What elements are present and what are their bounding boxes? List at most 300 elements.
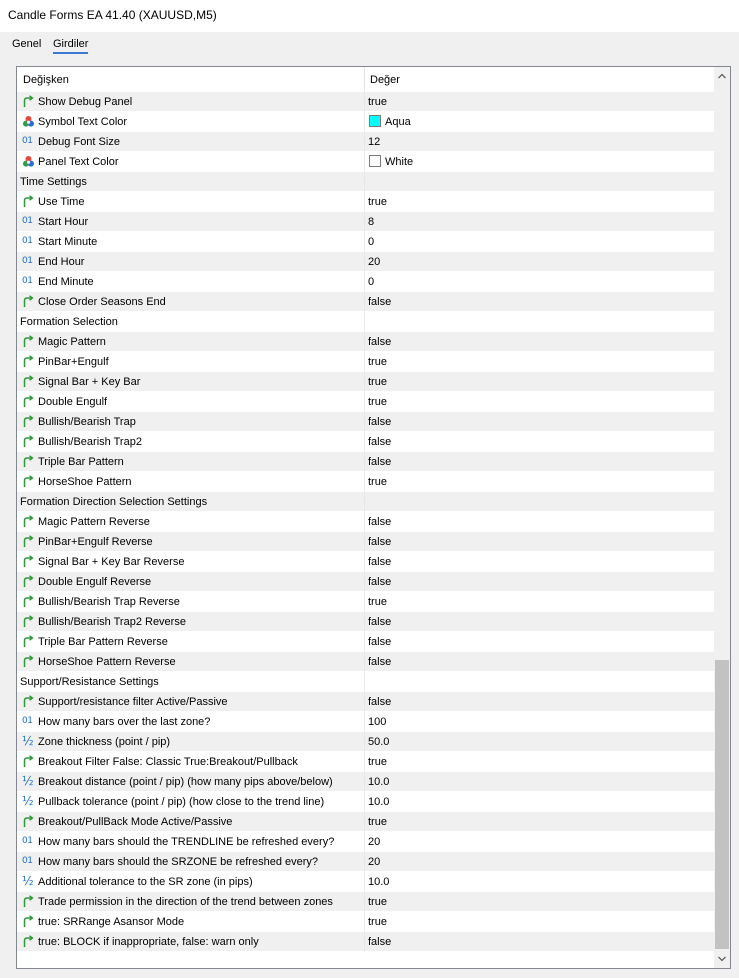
bool-arrow-icon [22, 635, 35, 648]
fraction-icon: ½ [22, 734, 34, 748]
variable-value: false [368, 936, 392, 948]
variable-name: Bullish/Bearish Trap [38, 416, 136, 428]
bool-arrow-icon [22, 475, 35, 488]
variable-cell[interactable] [17, 752, 364, 771]
cell-divider [364, 712, 365, 732]
variable-value: 10.0 [368, 876, 390, 888]
variable-cell[interactable] [17, 92, 364, 111]
cell-divider [364, 272, 365, 292]
value-cell[interactable] [368, 792, 708, 811]
cell-divider [364, 212, 365, 232]
variable-name: Trade permission in the direction of the trend between zones [38, 896, 333, 908]
variable-value: false [368, 696, 392, 708]
section-header-row[interactable] [17, 492, 714, 512]
value-cell[interactable] [368, 372, 708, 391]
cell-divider [364, 552, 365, 572]
variable-cell[interactable] [17, 492, 364, 511]
table-row[interactable] [17, 212, 714, 232]
table-row[interactable] [17, 652, 714, 672]
variable-value: White [385, 156, 414, 168]
table-row[interactable] [17, 872, 714, 892]
variable-cell[interactable] [17, 272, 364, 291]
table-row[interactable] [17, 692, 714, 712]
variable-cell[interactable] [17, 912, 364, 931]
table-row[interactable] [17, 912, 714, 932]
section-header-row[interactable] [17, 172, 714, 192]
value-cell[interactable] [368, 252, 708, 271]
variable-cell[interactable] [17, 832, 364, 851]
variable-value: false [368, 436, 392, 448]
bool-arrow-icon [22, 655, 35, 668]
bool-arrow-icon [22, 695, 35, 708]
table-row[interactable] [17, 792, 714, 812]
bool-arrow-icon [22, 615, 35, 628]
variable-value: 10.0 [368, 796, 390, 808]
variable-name: Support/resistance filter Active/Passive [38, 696, 228, 708]
column-header-value[interactable]: Değer [370, 74, 400, 86]
variable-name: Magic Pattern [38, 336, 106, 348]
table-row[interactable] [17, 532, 714, 552]
variable-name: PinBar+Engulf Reverse [38, 536, 153, 548]
variable-name: Pullback tolerance (point / pip) (how close to the trend line) [38, 796, 325, 808]
variable-value: 100 [368, 716, 387, 728]
variable-cell[interactable] [17, 852, 364, 871]
variable-name: Bullish/Bearish Trap2 Reverse [38, 616, 186, 628]
table-row[interactable] [17, 832, 714, 852]
tab-girdiler[interactable]: Girdiler [53, 38, 89, 50]
section-label: Formation Direction Selection Settings [20, 496, 208, 508]
cell-divider [364, 832, 365, 852]
cell-divider [364, 812, 365, 832]
cell-divider [364, 572, 365, 592]
section-label: Support/Resistance Settings [20, 676, 159, 688]
variable-value: 12 [368, 136, 381, 148]
variable-value: true [368, 816, 387, 828]
cell-divider [364, 152, 365, 172]
cell-divider [364, 672, 365, 692]
scroll-down-button[interactable] [714, 951, 730, 968]
variable-name: Double Engulf [38, 396, 108, 408]
variable-cell[interactable] [17, 332, 364, 351]
table-row[interactable] [17, 92, 714, 112]
variable-value: false [368, 416, 392, 428]
variable-value: 0 [368, 276, 375, 288]
variable-name: Signal Bar + Key Bar Reverse [38, 556, 185, 568]
cell-divider [364, 692, 365, 712]
value-cell [368, 312, 708, 331]
cell-divider [364, 172, 365, 192]
variable-name: Magic Pattern Reverse [38, 516, 150, 528]
variable-cell[interactable] [17, 672, 364, 691]
table-row[interactable] [17, 112, 714, 132]
value-cell[interactable] [368, 212, 708, 231]
variable-name: HorseShoe Pattern Reverse [38, 656, 176, 668]
variable-value: false [368, 336, 392, 348]
value-cell[interactable] [368, 572, 708, 591]
value-cell[interactable] [368, 412, 708, 431]
variable-cell[interactable] [17, 292, 364, 311]
bool-arrow-icon [22, 295, 35, 308]
fraction-icon: ½ [22, 774, 34, 788]
variable-name: Panel Text Color [38, 156, 119, 168]
variable-cell[interactable] [17, 572, 364, 591]
variable-value: false [368, 616, 392, 628]
variable-cell[interactable] [17, 212, 364, 231]
variable-value: true [368, 96, 387, 108]
bool-arrow-icon [22, 895, 35, 908]
cell-divider [364, 932, 365, 952]
variable-name: How many bars should the TRENDLINE be refreshed every? [38, 836, 335, 848]
value-cell[interactable] [368, 632, 708, 651]
variable-cell[interactable] [17, 172, 364, 191]
variable-name: Start Hour [38, 216, 89, 228]
value-cell[interactable] [368, 812, 708, 831]
variable-value: 20 [368, 256, 381, 268]
variable-name: How many bars should the SRZONE be refreshed every? [38, 856, 319, 868]
cell-divider [364, 752, 365, 772]
value-cell[interactable] [368, 152, 708, 171]
variable-value: Aqua [385, 116, 411, 128]
variable-value: 8 [368, 216, 375, 228]
bool-arrow-icon [22, 515, 35, 528]
variable-cell[interactable] [17, 312, 364, 331]
variable-cell[interactable] [17, 792, 364, 811]
table-row[interactable] [17, 892, 714, 912]
cell-divider [364, 192, 365, 212]
variable-cell[interactable] [17, 552, 364, 571]
scrollbar-thumb[interactable] [715, 660, 729, 949]
variable-name: Signal Bar + Key Bar [38, 376, 141, 388]
integer-icon: 01 [22, 216, 33, 226]
cell-divider [364, 732, 365, 752]
value-cell[interactable] [368, 832, 708, 851]
variable-name: Triple Bar Pattern Reverse [38, 636, 168, 648]
cell-divider [364, 92, 365, 112]
variable-cell[interactable] [17, 592, 364, 611]
value-cell[interactable] [368, 912, 708, 931]
table-row[interactable] [17, 592, 714, 612]
table-row[interactable] [17, 472, 714, 492]
variable-cell[interactable] [17, 192, 364, 211]
table-row[interactable] [17, 272, 714, 292]
palette-icon [22, 155, 35, 168]
fraction-icon: ½ [22, 794, 34, 808]
table-row[interactable] [17, 372, 714, 392]
table-row[interactable] [17, 412, 714, 432]
cell-divider [364, 112, 365, 132]
value-cell[interactable] [368, 472, 708, 491]
variable-cell[interactable] [17, 652, 364, 671]
table-row[interactable] [17, 572, 714, 592]
variable-name: Triple Bar Pattern [38, 456, 124, 468]
bool-arrow-icon [22, 455, 35, 468]
section-header-row[interactable] [17, 672, 714, 692]
variable-cell[interactable] [17, 692, 364, 711]
variable-name: Bullish/Bearish Trap Reverse [38, 596, 180, 608]
variable-name: Additional tolerance to the SR zone (in pips) [38, 876, 253, 888]
variable-name: Symbol Text Color [38, 116, 128, 128]
variable-cell[interactable] [17, 732, 364, 751]
value-cell[interactable] [368, 432, 708, 451]
value-cell[interactable] [368, 92, 708, 111]
column-header-name[interactable]: Değişken [23, 74, 69, 86]
table-row[interactable] [17, 352, 714, 372]
variable-cell[interactable] [17, 432, 364, 451]
value-cell [368, 492, 708, 511]
cell-divider [364, 492, 365, 512]
cell-divider [364, 772, 365, 792]
table-row[interactable] [17, 772, 714, 792]
value-cell[interactable] [368, 852, 708, 871]
value-cell[interactable] [368, 452, 708, 471]
value-cell[interactable] [368, 532, 708, 551]
bool-arrow-icon [22, 575, 35, 588]
table-row[interactable] [17, 712, 714, 732]
table-row[interactable] [17, 512, 714, 532]
value-cell[interactable] [368, 872, 708, 891]
value-cell [368, 172, 708, 191]
variable-name: HorseShoe Pattern [38, 476, 132, 488]
variable-value: true [368, 476, 387, 488]
grid-rows [17, 92, 714, 952]
palette-icon [22, 115, 35, 128]
table-row[interactable] [17, 852, 714, 872]
table-row[interactable] [17, 752, 714, 772]
cell-divider [364, 352, 365, 372]
integer-icon: 01 [22, 856, 33, 866]
variable-value: 20 [368, 856, 381, 868]
bool-arrow-icon [22, 555, 35, 568]
variable-name: End Hour [38, 256, 85, 268]
cell-divider [364, 252, 365, 272]
variable-value: true [368, 396, 387, 408]
variable-name: Start Minute [38, 236, 98, 248]
variable-cell[interactable] [17, 772, 364, 791]
variable-name: true: BLOCK if inappropriate, false: warn only [38, 936, 259, 948]
integer-icon: 01 [22, 276, 33, 286]
value-cell[interactable] [368, 752, 708, 771]
scroll-up-button[interactable] [714, 67, 730, 84]
cell-divider [364, 612, 365, 632]
variable-value: false [368, 636, 392, 648]
variable-cell[interactable] [17, 132, 364, 151]
variable-cell[interactable] [17, 412, 364, 431]
cell-divider [364, 792, 365, 812]
cell-divider [364, 132, 365, 152]
bool-arrow-icon [22, 335, 35, 348]
table-row[interactable] [17, 612, 714, 632]
variable-cell[interactable] [17, 472, 364, 491]
cell-divider [364, 632, 365, 652]
tab-genel[interactable]: Genel [12, 38, 42, 50]
variable-name: Debug Font Size [38, 136, 120, 148]
cell-divider [364, 332, 365, 352]
chevron-down-icon [718, 955, 726, 963]
chevron-up-icon [718, 72, 726, 80]
variable-name: Double Engulf Reverse [38, 576, 152, 588]
table-row[interactable] [17, 332, 714, 352]
variable-name: Zone thickness (point / pip) [38, 736, 171, 748]
bool-arrow-icon [22, 375, 35, 388]
bool-arrow-icon [22, 595, 35, 608]
cell-divider [364, 532, 365, 552]
value-cell[interactable] [368, 612, 708, 631]
variable-value: false [368, 556, 392, 568]
variable-name: Show Debug Panel [38, 96, 133, 108]
variable-cell[interactable] [17, 892, 364, 911]
variable-value: true [368, 596, 387, 608]
cell-divider [364, 852, 365, 872]
value-cell[interactable] [368, 932, 708, 951]
value-cell[interactable] [368, 552, 708, 571]
value-cell[interactable] [368, 772, 708, 791]
table-row[interactable] [17, 292, 714, 312]
section-label: Formation Selection [20, 316, 118, 328]
cell-divider [364, 312, 365, 332]
cell-divider [364, 412, 365, 432]
value-cell[interactable] [368, 232, 708, 251]
value-cell[interactable] [368, 192, 708, 211]
tab-strip [0, 32, 739, 58]
cell-divider [364, 452, 365, 472]
cell-divider [364, 232, 365, 252]
variable-value: 0 [368, 236, 375, 248]
variable-cell[interactable] [17, 372, 364, 391]
window-title: Candle Forms EA 41.40 (XAUUSD,M5) [8, 8, 217, 22]
value-cell[interactable] [368, 392, 708, 411]
column-divider[interactable] [364, 67, 365, 92]
variable-value: true [368, 756, 387, 768]
section-header-row[interactable] [17, 312, 714, 332]
section-label: Time Settings [20, 176, 87, 188]
bool-arrow-icon [22, 395, 35, 408]
variable-name: Breakout Filter False: Classic True:Breakout/Pullback [38, 756, 298, 768]
variable-value: false [368, 516, 392, 528]
value-cell[interactable] [368, 592, 708, 611]
variable-cell[interactable] [17, 112, 364, 131]
color-swatch[interactable] [369, 115, 381, 127]
variable-cell[interactable] [17, 512, 364, 531]
variable-value: false [368, 576, 392, 588]
table-row[interactable] [17, 232, 714, 252]
bool-arrow-icon [22, 915, 35, 928]
variable-name: Close Order Seasons End [38, 296, 166, 308]
value-cell[interactable] [368, 892, 708, 911]
bool-arrow-icon [22, 935, 35, 948]
value-cell[interactable] [368, 352, 708, 371]
variable-cell[interactable] [17, 232, 364, 251]
variable-cell[interactable] [17, 352, 364, 371]
variable-cell[interactable] [17, 872, 364, 891]
variable-cell[interactable] [17, 532, 364, 551]
value-cell[interactable] [368, 132, 708, 151]
cell-divider [364, 912, 365, 932]
value-cell[interactable] [368, 712, 708, 731]
cell-divider [364, 652, 365, 672]
bool-arrow-icon [22, 755, 35, 768]
table-row[interactable] [17, 132, 714, 152]
variable-cell[interactable] [17, 932, 364, 951]
value-cell[interactable] [368, 332, 708, 351]
variable-name: Breakout/PullBack Mode Active/Passive [38, 816, 233, 828]
table-row[interactable] [17, 252, 714, 272]
cell-divider [364, 392, 365, 412]
table-row[interactable] [17, 552, 714, 572]
table-row[interactable] [17, 432, 714, 452]
integer-icon: 01 [22, 836, 33, 846]
variable-cell[interactable] [17, 392, 364, 411]
bool-arrow-icon [22, 195, 35, 208]
variable-name: true: SRRange Asansor Mode [38, 916, 185, 928]
variable-name: End Minute [38, 276, 94, 288]
table-row[interactable] [17, 452, 714, 472]
cell-divider [364, 292, 365, 312]
variable-value: true [368, 196, 387, 208]
table-row[interactable] [17, 632, 714, 652]
bool-arrow-icon [22, 415, 35, 428]
vertical-scrollbar[interactable] [714, 67, 730, 968]
bool-arrow-icon [22, 535, 35, 548]
variable-value: 10.0 [368, 776, 390, 788]
variable-cell[interactable] [17, 452, 364, 471]
cell-divider [364, 372, 365, 392]
table-row[interactable] [17, 732, 714, 752]
variable-name: Bullish/Bearish Trap2 [38, 436, 142, 448]
variable-value: false [368, 456, 392, 468]
variable-value: true [368, 356, 387, 368]
bool-arrow-icon [22, 95, 35, 108]
table-row[interactable] [17, 392, 714, 412]
variable-value: false [368, 656, 392, 668]
variable-cell[interactable] [17, 152, 364, 171]
bool-arrow-icon [22, 815, 35, 828]
variable-cell[interactable] [17, 612, 364, 631]
variable-value: true [368, 376, 387, 388]
value-cell[interactable] [368, 732, 708, 751]
table-row[interactable] [17, 812, 714, 832]
variable-cell[interactable] [17, 632, 364, 651]
color-swatch[interactable] [369, 155, 381, 167]
grid-header [17, 67, 714, 93]
table-row[interactable] [17, 932, 714, 952]
variable-value: 20 [368, 836, 381, 848]
value-cell[interactable] [368, 292, 708, 311]
variable-cell[interactable] [17, 712, 364, 731]
value-cell[interactable] [368, 112, 708, 131]
variable-name: PinBar+Engulf [38, 356, 109, 368]
variable-cell[interactable] [17, 812, 364, 831]
variable-name: Use Time [38, 196, 85, 208]
cell-divider [364, 512, 365, 532]
cell-divider [364, 472, 365, 492]
value-cell[interactable] [368, 692, 708, 711]
table-row[interactable] [17, 192, 714, 212]
integer-icon: 01 [22, 236, 33, 246]
cell-divider [364, 872, 365, 892]
table-row[interactable] [17, 152, 714, 172]
title-bar [0, 0, 739, 32]
variable-cell[interactable] [17, 252, 364, 271]
fraction-icon: ½ [22, 874, 34, 888]
integer-icon: 01 [22, 716, 33, 726]
value-cell[interactable] [368, 512, 708, 531]
cell-divider [364, 592, 365, 612]
variable-name: How many bars over the last zone? [38, 716, 211, 728]
variable-value: false [368, 536, 392, 548]
value-cell[interactable] [368, 652, 708, 671]
bool-arrow-icon [22, 355, 35, 368]
value-cell[interactable] [368, 272, 708, 291]
